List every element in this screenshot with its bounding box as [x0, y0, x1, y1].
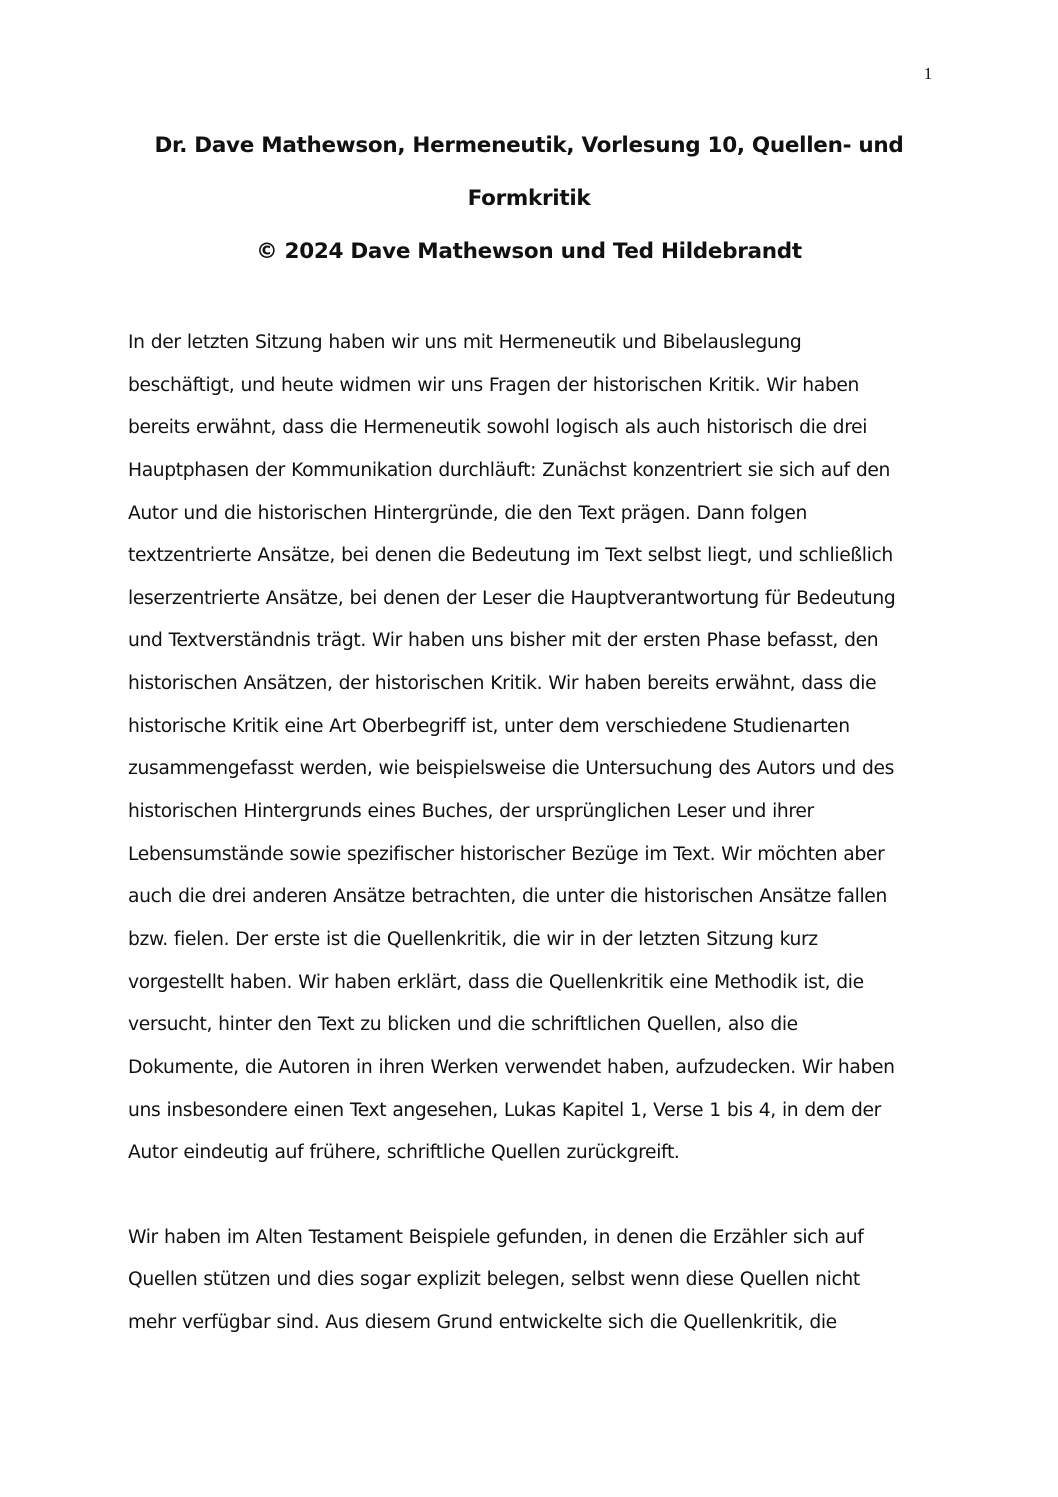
paragraph-line: zusammengefasst werden, wie beispielsweise die Untersuchung des Autors und des [128, 758, 895, 780]
paragraph-line: und Textverständnis trägt. Wir haben uns bisher mit der ersten Phase befasst, den [128, 630, 879, 652]
paragraph-line: Wir haben im Alten Testament Beispiele gefunden, in denen die Erzähler sich auf [128, 1226, 864, 1248]
paragraph-line: Lebensumstände sowie spezifischer historischer Bezüge im Text. Wir möchten aber [128, 843, 885, 865]
copyright-line: © 2024 Dave Mathewson und Ted Hildebrandt [256, 239, 802, 264]
paragraph-line: leserzentrierte Ansätze, bei denen der Leser die Hauptverantwortung für Bedeutung [128, 587, 896, 609]
paragraph-line: textzentrierte Ansätze, bei denen die Bedeutung im Text selbst liegt, und schließlich [128, 545, 893, 567]
paragraph-spacer [128, 1175, 928, 1217]
paragraph-line: historische Kritik eine Art Oberbegriff ist, unter dem verschiedene Studienarten [128, 715, 850, 737]
paragraph-line: Autor und die historischen Hintergründe, die den Text prägen. Dann folgen [128, 502, 808, 524]
paragraph-1 [128, 322, 928, 1175]
paragraph-line: Dokumente, die Autoren in ihren Werken verwendet haben, aufzudecken. Wir haben [128, 1056, 895, 1078]
paragraph-line: uns insbesondere einen Text angesehen, Lukas Kapitel 1, Verse 1 bis 4, in dem der [128, 1099, 881, 1121]
page-number: 1 [923, 64, 933, 83]
paragraph-line: In der letzten Sitzung haben wir uns mit Hermeneutik und Bibelauslegung [128, 332, 802, 353]
paragraph-line: historischen Hintergrunds eines Buches, der ursprünglichen Leser und ihrer [128, 801, 814, 823]
paragraph-line: vorgestellt haben. Wir haben erklärt, dass die Quellenkritik eine Methodik ist, die [128, 971, 864, 993]
body-text [128, 322, 928, 1345]
paragraph-line: Autor eindeutig auf frühere, schriftliche Quellen zurückgreift. [128, 1142, 680, 1164]
title-line-1: Dr. Dave Mathewson, Hermeneutik, Vorlesung 10, Quellen- und [154, 133, 904, 158]
paragraph-line: mehr verfügbar sind. Aus diesem Grund entwickelte sich die Quellenkritik, die [128, 1312, 837, 1334]
paragraph-line: auch die drei anderen Ansätze betrachten, die unter die historischen Ansätze fallen [128, 886, 887, 908]
paragraph-line: bzw. fielen. Der erste ist die Quellenkritik, die wir in der letzten Sitzung kurz [128, 928, 818, 950]
paragraph-line: Quellen stützen und dies sogar explizit belegen, selbst wenn diese Quellen nicht [128, 1269, 860, 1291]
paragraph-line: versucht, hinter den Text zu blicken und die schriftlichen Quellen, also die [128, 1014, 798, 1036]
paragraph-line: Hauptphasen der Kommunikation durchläuft: Zunächst konzentriert sie sich auf den [128, 459, 890, 481]
paragraph-line: bereits erwähnt, dass die Hermeneutik sowohl logisch als auch historisch die drei [128, 417, 868, 439]
paragraph-line: beschäftigt, und heute widmen wir uns Fragen der historischen Kritik. Wir haben [128, 374, 860, 396]
title-line-2: Formkritik [467, 186, 591, 211]
paragraph-2 [128, 1217, 928, 1345]
document-title [100, 124, 958, 283]
paragraph-line: historischen Ansätzen, der historischen Kritik. Wir haben bereits erwähnt, dass die [128, 673, 877, 695]
